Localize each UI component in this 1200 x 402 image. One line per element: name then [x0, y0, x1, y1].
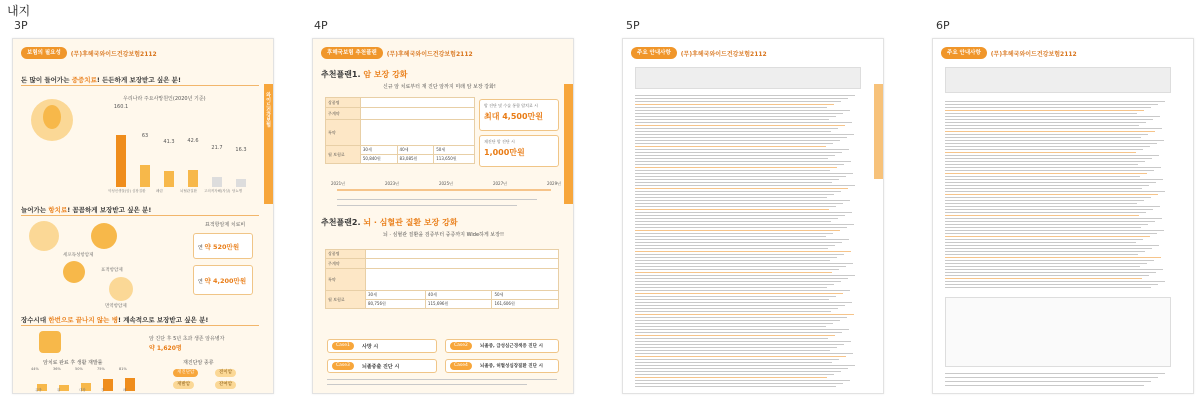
- timeline-labels: 2021년 2023년 2025년 2027년 2029년: [331, 181, 561, 186]
- page-label-5p: 5P: [626, 19, 640, 32]
- case-card: Case3 뇌졸중출 진단 시: [327, 359, 437, 373]
- chart1-plot: [108, 101, 258, 187]
- text-line: [635, 377, 827, 378]
- text-line: [635, 287, 827, 288]
- footnote-line: [327, 379, 557, 380]
- text-line: [635, 176, 846, 177]
- text-line: [635, 131, 831, 132]
- text-line: [945, 287, 1151, 288]
- text-line: [635, 356, 846, 357]
- page-5p-thumbnail[interactable]: [622, 38, 884, 394]
- text-line: [945, 248, 1152, 249]
- text-line: [945, 230, 1164, 231]
- text-line: [635, 284, 834, 285]
- text-line: [945, 269, 1163, 270]
- product-title: (무)후헤국와이드건강보험2112: [990, 50, 1077, 58]
- text-line: [635, 326, 826, 327]
- recurrence-text: 암 진단 후 5년 초과 생존 암유병자: [149, 336, 225, 342]
- text-line: [945, 125, 1139, 126]
- plan1-table: 상품명 주계약 특약 월 보험료 30세 40세 50세 50,840원 83,085원 113,650원: [325, 97, 475, 164]
- text-line: [945, 377, 1158, 378]
- text-line: [635, 152, 842, 153]
- text-line: [945, 257, 1161, 258]
- text-line: [635, 281, 841, 282]
- text-line: [635, 143, 833, 144]
- text-line: [945, 152, 1136, 153]
- text-line: [945, 149, 1143, 150]
- text-line: [945, 194, 1158, 195]
- text-line: [635, 383, 843, 384]
- text-line: [635, 275, 855, 276]
- section-heading-2: 늘어가는 항치료! 꼼꼼하게 보장받고 싶은 분!: [21, 206, 152, 214]
- summary-table: [945, 67, 1171, 93]
- text-line: [635, 179, 839, 180]
- text-line: [945, 158, 1152, 159]
- section-heading-1: 돈 많이 들어가는 중증치료! 든든하게 보장받고 싶은 분!: [21, 76, 181, 84]
- text-line: [635, 188, 848, 189]
- text-line: [635, 344, 844, 345]
- text-line: [945, 113, 1137, 114]
- text-line: [945, 260, 1154, 261]
- text-line: [945, 188, 1142, 189]
- page-title: 내지: [7, 4, 31, 18]
- text-line: [635, 167, 837, 168]
- chart3-title: 재진단암 종류: [183, 360, 214, 366]
- text-line: [945, 104, 1158, 105]
- text-line: [945, 203, 1137, 204]
- text-line: [945, 101, 1165, 102]
- chart1-bar: [116, 135, 126, 187]
- text-line: [635, 158, 828, 159]
- text-line: [635, 338, 828, 339]
- diag-label: 면역항암제: [105, 304, 127, 309]
- text-line: [945, 284, 1158, 285]
- text-line: [945, 224, 1148, 225]
- chart1-bar: [212, 177, 222, 187]
- text-line: [635, 233, 833, 234]
- page-label-6p: 6P: [936, 19, 950, 32]
- text-line: [945, 155, 1159, 156]
- text-line: [635, 278, 848, 279]
- text-line: [635, 239, 849, 240]
- text-line: [945, 212, 1146, 213]
- text-line: [945, 278, 1142, 279]
- text-line: [945, 245, 1159, 246]
- case-card: Case4 뇌졸중, 허혈성심장질환 진단 시: [445, 359, 559, 373]
- case-card: Case2 뇌졸중, 급성심근경색증 진단 시: [445, 339, 559, 353]
- recurrence-type: 재진단암: [173, 369, 198, 377]
- text-line: [635, 260, 830, 261]
- text-line: [945, 209, 1153, 210]
- text-line: [945, 137, 1141, 138]
- text-line: [945, 143, 1157, 144]
- text-line: [635, 104, 834, 105]
- chart1-title: 우리나라 주요사망원인(2020년 기준): [123, 96, 206, 102]
- text-line: [635, 125, 845, 126]
- text-line: [635, 335, 835, 336]
- text-line: [635, 218, 838, 219]
- text-line: [635, 317, 847, 318]
- text-line: [635, 191, 841, 192]
- recurrence-type: 재발암: [173, 381, 194, 389]
- text-line: [635, 215, 845, 216]
- text-line: [945, 122, 1146, 123]
- text-line: [635, 119, 829, 120]
- plan2-table: 상품명 주계약 특약 월 보험료 30세 40세 50세 80,756원 115,696원 161,606원: [325, 249, 559, 309]
- page-6p-thumbnail[interactable]: [932, 38, 1194, 394]
- text-line: [945, 119, 1153, 120]
- cost-card-2: 연 약 4,200만원: [193, 265, 253, 295]
- text-line: [635, 203, 843, 204]
- text-line: [635, 251, 851, 252]
- text-line: [945, 170, 1154, 171]
- text-line: [635, 266, 846, 267]
- text-line: [945, 206, 1160, 207]
- text-line: [635, 347, 837, 348]
- cost-card-1: 연 약 520만원: [193, 233, 253, 259]
- text-line: [635, 224, 854, 225]
- chart1-labels: 악성신생물(암) 심장질환 폐렴 뇌혈관질환 고의적자해(자살) 당뇨병: [108, 189, 243, 193]
- text-line: [635, 161, 851, 162]
- product-title: (무)후헤국와이드건강보험2112: [70, 50, 157, 58]
- text-line: [635, 350, 830, 351]
- text-line: [945, 197, 1151, 198]
- text-line: [945, 215, 1139, 216]
- text-line: [635, 107, 827, 108]
- text-line: [945, 146, 1150, 147]
- text-line: [635, 200, 850, 201]
- chart1-bar: [140, 165, 150, 187]
- text-line: [635, 269, 839, 270]
- cell-illustration: [29, 221, 59, 251]
- text-line: [945, 272, 1156, 273]
- section-tag: 후헤국보험 추천플랜: [321, 47, 383, 59]
- text-line: [635, 98, 848, 99]
- section-heading-3: 장수시대 한번으로 끝나지 않는 병! 계속적으로 보장받고 싶은 분!: [21, 316, 209, 324]
- side-band: [564, 84, 573, 204]
- text-line: [635, 149, 849, 150]
- text-line: [635, 380, 850, 381]
- text-line: [635, 386, 836, 387]
- text-line: [945, 275, 1149, 276]
- text-line: [635, 137, 847, 138]
- text-line: [945, 173, 1147, 174]
- text-line: [635, 209, 829, 210]
- case-badge: Case2: [450, 342, 472, 350]
- text-line: [635, 299, 829, 300]
- text-line: [945, 218, 1162, 219]
- plan2-heading: 추천플랜2. 뇌 · 심혈관 질환 보장 강화: [321, 218, 458, 227]
- text-line: [635, 257, 837, 258]
- rate-table: [945, 297, 1171, 367]
- text-line: [635, 368, 848, 369]
- chart2-values: 44% 36% 50% 75% 81%: [31, 367, 127, 371]
- text-line: [635, 359, 839, 360]
- text-line: [635, 329, 849, 330]
- text-line: [635, 320, 840, 321]
- text-line: [945, 116, 1160, 117]
- text-line: [635, 173, 853, 174]
- product-title: (무)후헤국와이드건강보험2112: [386, 50, 473, 58]
- text-line: [945, 110, 1144, 111]
- section-tag: 주요 안내사항: [631, 47, 677, 59]
- text-line: [635, 95, 855, 96]
- text-line: [635, 323, 833, 324]
- text-line: [945, 373, 1165, 374]
- hospital-icon: [39, 331, 61, 353]
- text-line: [635, 146, 826, 147]
- side-band-label: 와이드건강보험: [265, 92, 271, 127]
- chart1-bar: [188, 170, 198, 187]
- text-line: [635, 332, 842, 333]
- text-line: [635, 221, 831, 222]
- recurrence-type: 전이암: [215, 369, 236, 377]
- text-line: [635, 263, 853, 264]
- footnote-line: [327, 384, 527, 385]
- text-line: [635, 290, 850, 291]
- text-line: [635, 302, 852, 303]
- text-line: [635, 314, 854, 315]
- text-line: [635, 371, 841, 372]
- text-line: [945, 182, 1156, 183]
- text-line: [635, 245, 835, 246]
- case-card: Case1 사망 시: [327, 339, 437, 353]
- text-line: [635, 206, 836, 207]
- text-line: [635, 212, 852, 213]
- text-line: [635, 374, 834, 375]
- text-line: [635, 362, 832, 363]
- chart2-labels: 유방 위 대장 간 폐: [35, 388, 127, 392]
- text-line: [635, 134, 854, 135]
- text-line: [635, 293, 843, 294]
- text-line: [635, 116, 836, 117]
- text-line: [945, 161, 1145, 162]
- text-line: [635, 242, 842, 243]
- chart1-bar: [164, 171, 174, 187]
- text-line: [635, 230, 840, 231]
- text-line: [945, 381, 1151, 382]
- text-line: [945, 242, 1136, 243]
- text-line: [945, 263, 1147, 264]
- summary-table: [635, 67, 861, 89]
- text-line: [635, 182, 832, 183]
- section-tag: 주요 안내사항: [941, 47, 987, 59]
- text-line: [635, 197, 827, 198]
- text-line: [635, 341, 851, 342]
- text-line: [945, 251, 1145, 252]
- text-line: [945, 134, 1148, 135]
- case-badge: Case1: [332, 342, 354, 350]
- page-label-3p: 3P: [14, 19, 28, 32]
- text-line: [945, 221, 1155, 222]
- text-line: [945, 179, 1163, 180]
- text-line: [635, 272, 832, 273]
- text-line: [945, 128, 1162, 129]
- divider: [21, 325, 259, 326]
- page-3p-thumbnail[interactable]: 보험의 필요성 (무)후헤국와이드건강보험2112 와이드건강보험 돈 많이 들어가는 중증치료! 든든하게 보장받고 싶은 분! 우리나라 주요사망원인(2020년 기준) 160.1 63 41.3 42.6 21.7 16.3 악성신생물(암) 심장질환 폐렴 뇌혈관질환 고의적자해(자살) 당뇨병 늘어가는 항치료! 꼼꼼하게 보장받고 싶은 분! 세포독성항암제 표적항암제 면역항암제 표적항암제 치료비 연 약 520만원 연 약 4,200만원 장수시대 한번으로 끝나지 않는 병! 계속적으로 보장받고 싶은 분! 암 진단 후 5년 초과 생존 암유병자 약 1,620명 암치료 완료 후 생활 재발률 재진단암 종류 44% 36% 50% 75% 81% 유방 위 대장 간 폐 재진단암 전이암 재발암 잔여암: [12, 38, 274, 394]
- text-line: [635, 113, 843, 114]
- text-line: [945, 227, 1141, 228]
- diag-label: 표적항암제: [101, 268, 123, 273]
- text-line: [945, 167, 1161, 168]
- text-line: [945, 176, 1140, 177]
- organ-icon: [43, 105, 61, 129]
- divider: [21, 85, 259, 86]
- text-line: [635, 170, 830, 171]
- recurrence-type: 잔여암: [215, 381, 236, 389]
- text-line: [945, 185, 1149, 186]
- plan2-subtitle: 뇌 · 심혈관 질환을 검증부터 중증까지 Wide하게 보장!!: [383, 232, 504, 238]
- chart1-bar: [236, 179, 246, 187]
- text-line: [635, 155, 835, 156]
- case-badge: Case4: [450, 362, 472, 370]
- text-line: [635, 140, 840, 141]
- text-line: [635, 353, 853, 354]
- recurrence-number: 약 1,620명: [149, 345, 182, 352]
- text-line: [635, 194, 834, 195]
- text-line: [945, 140, 1164, 141]
- text-line: [635, 311, 831, 312]
- text-line: [635, 227, 847, 228]
- product-title: (무)후헤국와이드건강보험2112: [680, 50, 767, 58]
- text-line: [635, 296, 836, 297]
- text-line: [635, 185, 855, 186]
- text-line: [945, 239, 1143, 240]
- text-line: [635, 365, 855, 366]
- text-line: [945, 385, 1144, 386]
- text-line: [635, 308, 838, 309]
- text-line: [945, 200, 1144, 201]
- page-4p-thumbnail[interactable]: [312, 38, 574, 394]
- text-line: [635, 248, 828, 249]
- text-line: [945, 266, 1140, 267]
- page-label-4p: 4P: [314, 19, 328, 32]
- plan1-amount-card: 암 진단 및 수술 통합 암치료 시 최대 4,500만원: [479, 99, 559, 131]
- side-band: [874, 84, 883, 179]
- text-line: [635, 122, 852, 123]
- cell-illustration: [91, 223, 117, 249]
- cost-label: 표적항암제 치료비: [205, 222, 246, 228]
- text-line: [945, 233, 1157, 234]
- divider: [21, 215, 259, 216]
- cell-illustration: [63, 261, 85, 283]
- text-line: [635, 254, 844, 255]
- diag-label: 세포독성항암제: [63, 253, 94, 258]
- section-tag: 보험의 필요성: [21, 47, 67, 59]
- plan1-amount-card-2: 재진단 암 진단 시 1,000만원: [479, 135, 559, 167]
- text-line: [945, 107, 1151, 108]
- text-line: [945, 131, 1155, 132]
- text-line: [635, 164, 844, 165]
- text-line: [945, 236, 1150, 237]
- timeline-text: [337, 199, 537, 200]
- timeline-text: [337, 205, 517, 206]
- plan1-subtitle: 신규 암 치료부터 재 진단 암까지 미래 암 보장 강화!: [383, 84, 496, 90]
- text-line: [635, 236, 826, 237]
- case-badge: Case3: [332, 362, 354, 370]
- text-line: [945, 281, 1165, 282]
- plan1-heading: 추천플랜1. 암 보장 강화: [321, 70, 408, 79]
- text-line: [945, 164, 1138, 165]
- side-band: [264, 84, 273, 204]
- text-line: [635, 101, 841, 102]
- text-line: [945, 254, 1138, 255]
- text-line: [635, 305, 845, 306]
- text-line: [635, 110, 850, 111]
- chart2-title: 암치료 완료 후 생활 재발률: [43, 360, 103, 366]
- timeline-track: [337, 189, 551, 191]
- text-line: [635, 128, 838, 129]
- cell-illustration: [109, 277, 133, 301]
- text-line: [945, 191, 1165, 192]
